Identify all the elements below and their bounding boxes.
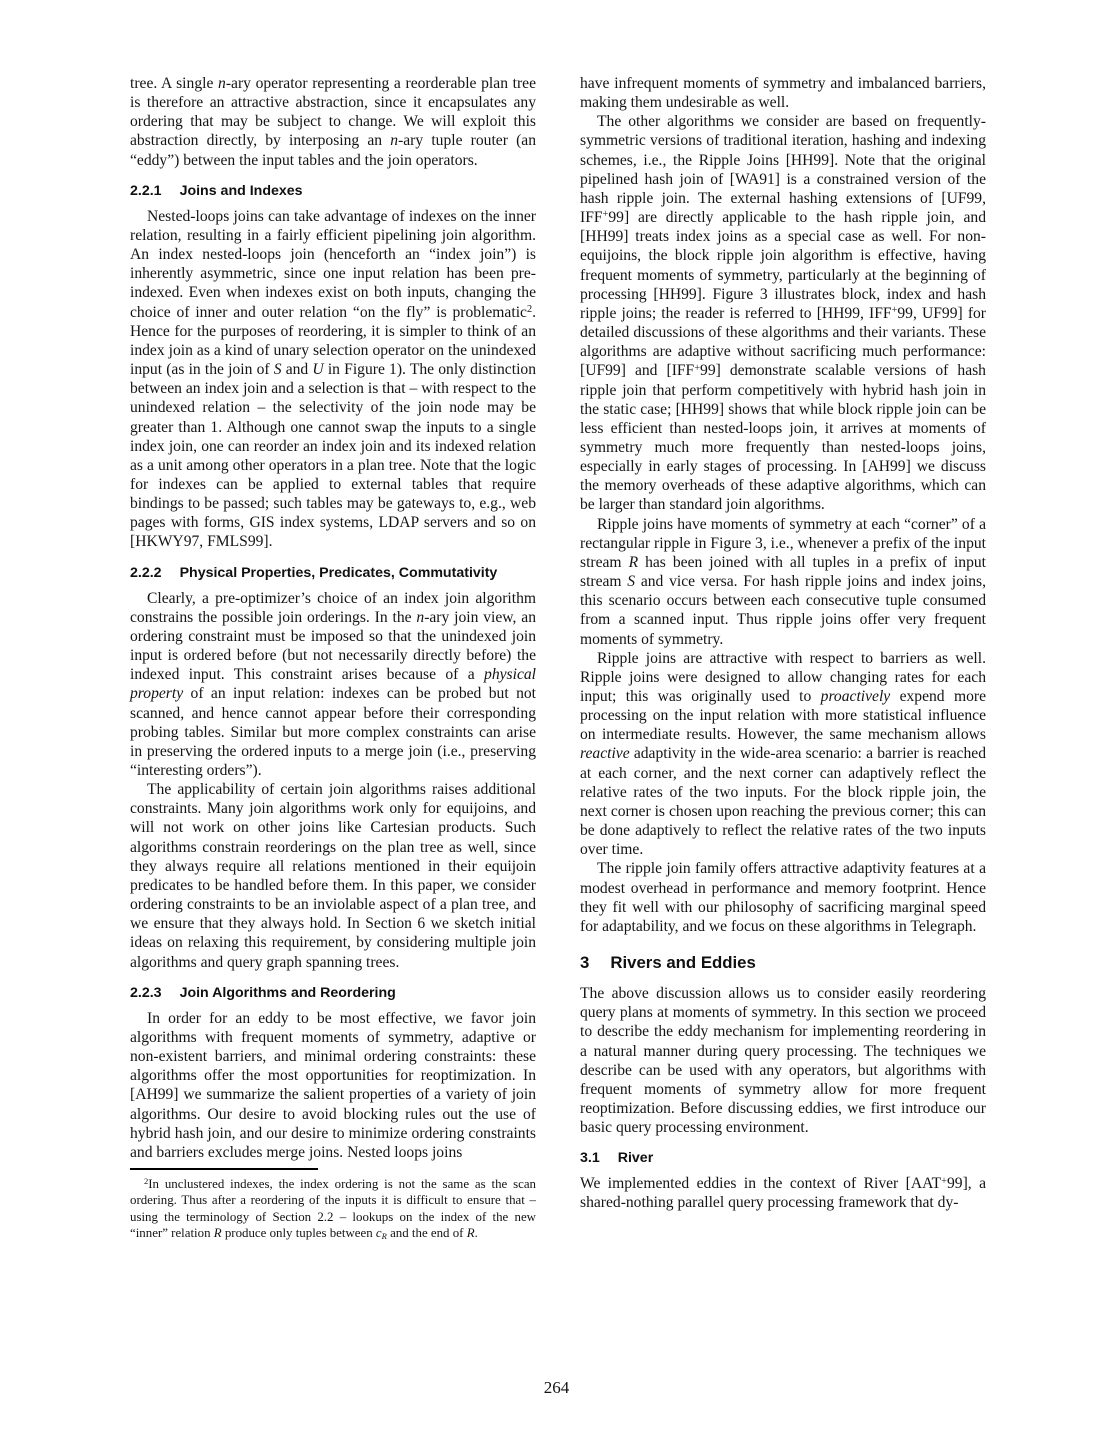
paragraph-other-algorithms: The other algorithms we consider are based on frequently-symmetric versions of traditional iteration, hashing and indexing schemes, i.e., the Ripple Joins [HH99]. Note that the original pipelined hash join of [WA91] is a constrained version of the hash ripple join. The external hashing extensions of [UF99, IFF+99] are directly applicable to the hash ripple join, and [HH99] treats index joins as a special case as well. For non-equijoins, the block ripple join algorithm is effective, having frequent moments of symmetry, particularly at the beginning of processing [HH99]. Figure 3 illustrates block, index and hash ripple joins; the reader is referred to [HH99, IFF+99, UF99] for detailed discussions of these algorithms and their variants. These algorithms are adaptive without sacrificing much performance: [UF99] and [IFF+99] demonstrate scalable versions of hash ripple join that perform competitively with hybrid hash join in the static case; [HH99] shows that while block ripple join can be less efficient than nested-loops join, it arrives at moments of symmetry much more frequently than nested-loops joins, especially in early stages of processing. In [AH99] we discuss the memory overheads of these adaptive algorithms, which can be larger than standard join algorithms.: [580, 113, 986, 514]
heading-number: 3.1: [580, 1150, 600, 1167]
heading-2-2-3: [130, 985, 536, 1001]
footnote-2: $^2$In unclustered indexes, the index ordering is not the same as the scan ordering. Thus after a reordering of the inputs it is difficult to ensure that – using the terminology of Section 2.2 – lookups on the index of the new “inner” relation R produce only tuples between $c_R$ and the end of R.: [130, 1176, 536, 1241]
footnote-rule: [130, 1168, 318, 1170]
heading-3: [580, 953, 986, 973]
page-number: 264: [543, 1378, 570, 1397]
paragraph-join-algorithms: In order for an eddy to be most effective, we favor join algorithms with frequent moments of symmetry, adaptive or non-existent barriers, and minimal ordering constraints: these algorithms offer the most opportunities for reoptimization. In [AH99] we summarize the salient properties of a variety of join algorithms. Our desire to avoid blocking rules out the use of hybrid hash join, and our desire to minimize ordering constraints and barriers excludes merge joins. Nested loops joins: [130, 1009, 536, 1161]
heading-title: Physical Properties, Predicates, Commutativity: [179, 564, 498, 581]
heading-2-2-2: [130, 565, 536, 581]
heading-number: 2.2.3: [130, 984, 162, 1001]
heading-title: River: [617, 1150, 654, 1167]
right-column: [580, 74, 986, 1242]
two-column-layout: [130, 74, 986, 1242]
paragraph-joins-indexes: Nested-loops joins can take advantage of indexes on the inner relation, resulting in a fairly efficient pipelining join algorithm. An index nested-loops join (henceforth an “index join”) is inherently asymmetric, since one input relation has been pre-indexed. Even when indexes exist on both inputs, changing the choice of inner and outer relation “on the fly” is problematic$^2$. Hence for the purposes of reordering, it is simpler to think of an index join as a kind of unary selection operator on the unindexed input (as in the join of S and U in Figure 1). The only distinction between an index join and a selection is that – with respect to the unindexed relation – the selectivity of the join node may be greater than 1. Although one cannot swap the inputs to a single index join, one can reorder an index join and its indexed relation as a unit among other operators in a plan tree. Note that the logic for indexes can be applied to external tables that require bindings to be passed; such tables may be gateways to, e.g., web pages with forms, GIS index systems, LDAP servers and so on [HKWY97, FMLS99].: [130, 207, 536, 551]
heading-title: Joins and Indexes: [179, 182, 303, 199]
paragraph-intro-continuation: tree. A single n-ary operator representing a reorderable plan tree is therefore an attractive abstraction, since it encapsulates any ordering that may be subject to change. We will exploit this abstraction directly, by interposing an n-ary tuple router (an “eddy”) between the input tables and the join operators.: [130, 75, 537, 169]
left-column: [130, 74, 536, 1242]
paragraph-rivers-eddies: The above discussion allows us to consider easily reordering query plans at moments of symmetry. In this section we proceed to describe the eddy mechanism for implementing reordering in a natural manner during query processing. The techniques we describe can be used with any operators, but algorithms with frequent moments of symmetry allow for more frequent reoptimization. Before discussing eddies, we first introduce our basic query processing environment.: [580, 985, 986, 1137]
heading-number: 3: [580, 953, 590, 973]
paragraph-ripple-family: The ripple join family offers attractive adaptivity features at a modest overhead in performance and memory footprint. Hence they fit well with our philosophy of sacrificing marginal speed for adaptability, and we focus on these algorithms in Telegraph.: [580, 860, 986, 935]
footnote-block: [130, 1162, 536, 1242]
paragraph-continuation: have infrequent moments of symmetry and imbalanced barriers, making them undesirable as well.: [580, 75, 986, 112]
paragraph-physical-properties: Clearly, a pre-optimizer’s choice of an index join algorithm constrains the possible join orderings. In the n-ary join view, an ordering constraint must be imposed so that the unindexed join input is ordered before (but not necessarily directly before) the indexed input. This constraint arises because of a physical property of an input relation: indexes can be probed but not scanned, and hence cannot appear before their corresponding probing tables. Similar but more complex constraints can arise in preserving the ordered inputs to a merge join (i.e., preserving “interesting orders”).: [130, 589, 536, 779]
heading-number: 2.2.1: [130, 182, 162, 199]
heading-number: 2.2.2: [130, 564, 162, 581]
paragraph-river: We implemented eddies in the context of River [AAT+99], a shared-nothing parallel query processing framework that dy-: [580, 1175, 986, 1212]
paragraph-applicability: The applicability of certain join algorithms raises additional constraints. Many join algorithms work only for equijoins, and will not work on other joins like Cartesian products. Such algorithms constrain reorderings on the plan tree as well, since they always require all relations mentioned in their equijoin predicates to be handled before them. In this paper, we consider ordering constraints to be an inviolable aspect of a plan tree, and we ensure that they always hold. In Section 6 we sketch initial ideas on relaxing this requirement, by considering multiple join algorithms and query graph spanning trees.: [130, 781, 536, 971]
heading-title: Rivers and Eddies: [610, 953, 756, 973]
paragraph-ripple-barriers: Ripple joins are attractive with respect to barriers as well. Ripple joins were designed to allow changing rates for each input; this was originally used to proactively expend more processing on the input relation with more statistical influence on intermediate results. However, the same mechanism allows reactive adaptivity in the wide-area scenario: a barrier is reached at each corner, and the next corner can adaptively reflect the relative rates of the two inputs. For the block ripple join, the next corner is chosen upon reaching the previous corner; this can be done adaptively to reflect the relative rates of the two inputs over time.: [580, 649, 986, 859]
heading-3-1: [580, 1150, 986, 1166]
paragraph-ripple-corners: Ripple joins have moments of symmetry at each “corner” of a rectangular ripple in Figure 3, i.e., whenever a prefix of the input stream R has been joined with all tuples in a prefix of input stream S and vice versa. For hash ripple joins and index joins, this scenario occurs between each consecutive tuple consumed from a scanned input. Thus ripple joins offer very frequent moments of symmetry.: [580, 515, 986, 648]
heading-2-2-1: [130, 183, 536, 199]
heading-title: Join Algorithms and Reordering: [179, 984, 396, 1001]
